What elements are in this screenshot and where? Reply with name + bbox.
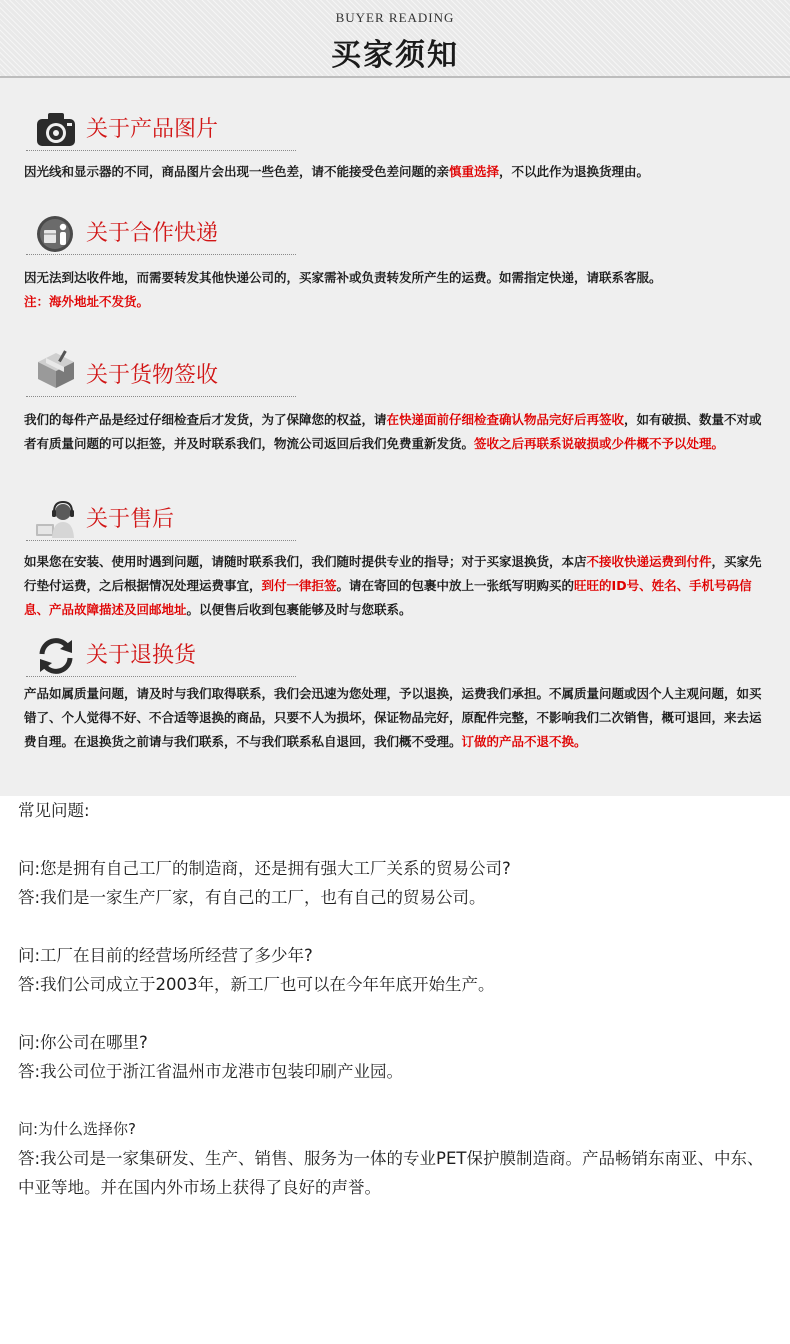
section-divider [26, 396, 296, 397]
highlighted-text: 慎重选择 [449, 164, 500, 179]
faq-question: 问:您是拥有自己工厂的制造商，还是拥有强大工厂关系的贸易公司? [18, 859, 511, 878]
body-text: ，如有破损、数量不对或者有质量问题的可以拒签，并及时联系我们，物流公司返回后我们免费重新发货。 [24, 412, 762, 451]
section-divider [26, 540, 296, 541]
section-divider [26, 254, 296, 255]
section-header [0, 494, 790, 546]
exchange-arrows-icon [34, 634, 78, 676]
body-text: ，不以此作为退换货理由。 [499, 164, 650, 179]
section-body [24, 408, 764, 456]
body-paragraph [24, 266, 764, 290]
faq-section [18, 796, 778, 1202]
highlighted-text: 在快递面前仔细检查确认物品完好后再签收 [386, 412, 625, 427]
section-returns [0, 630, 790, 749]
section-header [0, 350, 790, 402]
package-icon [34, 348, 78, 390]
body-paragraph [24, 550, 764, 622]
highlighted-text: 到付一律拒签 [261, 578, 337, 593]
section-title: 关于产品图片 [86, 117, 219, 142]
banner-chinese-title: 买家须知 [331, 38, 459, 73]
faq-question: 问:为什么选择你? [18, 1120, 137, 1138]
body-text: 我们的每件产品是经过仔细检查后才发货，为了保障您的权益，请 [24, 412, 387, 427]
body-paragraph [24, 160, 764, 184]
faq-answer: 答:我公司是一家集研发、生产、销售、服务为一体的专业PET保护膜制造商。产品畅销东南亚、中东、中亚等地。并在国内外市场上获得了良好的声誉。 [18, 1149, 764, 1197]
body-text: 。以便售后收到包裹能够及时与您联系。 [186, 602, 412, 617]
faq-answer: 答:我公司位于浙江省温州市龙港市包装印刷产业园。 [18, 1062, 404, 1081]
section-header [0, 104, 790, 156]
section-body [24, 682, 764, 754]
section-delivery-receipt [0, 350, 790, 451]
faq-question: 问:工厂在目前的经营场所经营了多少年? [18, 946, 313, 965]
section-header [0, 630, 790, 682]
banner-english-title: BUYER READING [335, 10, 455, 25]
buyer-notice-panel [0, 78, 790, 796]
highlighted-text: 订做的产品不退不换。 [461, 734, 587, 749]
section-title: 关于货物签收 [86, 363, 219, 388]
faq-answer: 答:我们公司成立于2003年，新工厂也可以在今年年底开始生产。 [18, 975, 495, 994]
buyer-reading-banner [0, 0, 790, 78]
section-title: 关于合作快递 [86, 221, 219, 246]
section-product-photos [0, 104, 790, 179]
section-body [24, 160, 764, 184]
body-text: 。请在寄回的包裹中放上一张纸写明购买的 [336, 578, 575, 593]
camera-icon [34, 108, 78, 150]
section-title: 关于售后 [86, 507, 175, 532]
faq-answer: 答:我们是一家生产厂家，有自己的工厂，也有自己的贸易公司。 [18, 888, 486, 907]
highlighted-text: 不接收快递运费到付件 [586, 554, 712, 569]
section-title: 关于退换货 [86, 643, 197, 668]
section-divider [26, 150, 296, 151]
body-paragraph [24, 408, 764, 456]
body-paragraph [24, 682, 764, 754]
courier-icon [34, 212, 78, 254]
section-divider [26, 676, 296, 677]
section-body [24, 266, 764, 314]
section-body [24, 550, 764, 622]
body-paragraph [24, 290, 764, 314]
customer-service-icon [34, 498, 78, 540]
body-text: 产品如属质量问题，请及时与我们取得联系，我们会迅速为您处理，予以退换，运费我们承担。不属质量问题或因个人主观问题，如买错了、个人觉得不好、不合适等退换的商品，只要不人为损坏，保证物品完好，原配件完整，不影响我们二次销售，概可退回，来去运费自理。在退换货之前请与我们联系，不与我们联系私自退回，我们概不受理。 [24, 686, 762, 749]
highlighted-text: 签收之后再联系说破损或少件概不予以处理。 [474, 436, 725, 451]
body-text: ，买家先行垫付运费，之后根据情况处理运费事宜， [24, 554, 762, 593]
body-text: 如果您在安装、使用时遇到问题，请随时联系我们，我们随时提供专业的指导；对于买家退换货，本店 [24, 554, 587, 569]
highlighted-text: 注：海外地址不发货。 [24, 294, 150, 309]
section-courier [0, 208, 790, 309]
faq-heading: 常见问题: [18, 801, 90, 820]
section-after-sales [0, 494, 790, 617]
section-header [0, 208, 790, 260]
highlighted-text: 旺旺的ID号、姓名、手机号码信息、产品故障描述及回邮地址 [24, 578, 752, 617]
body-text: 因无法到达收件地，而需要转发其他快递公司的，买家需补或负责转发所产生的运费。如需指定快递，请联系客服。 [24, 270, 662, 285]
body-text: 因光线和显示器的不同，商品图片会出现一些色差，请不能接受色差问题的亲 [24, 164, 450, 179]
faq-question: 问:你公司在哪里? [18, 1033, 148, 1052]
